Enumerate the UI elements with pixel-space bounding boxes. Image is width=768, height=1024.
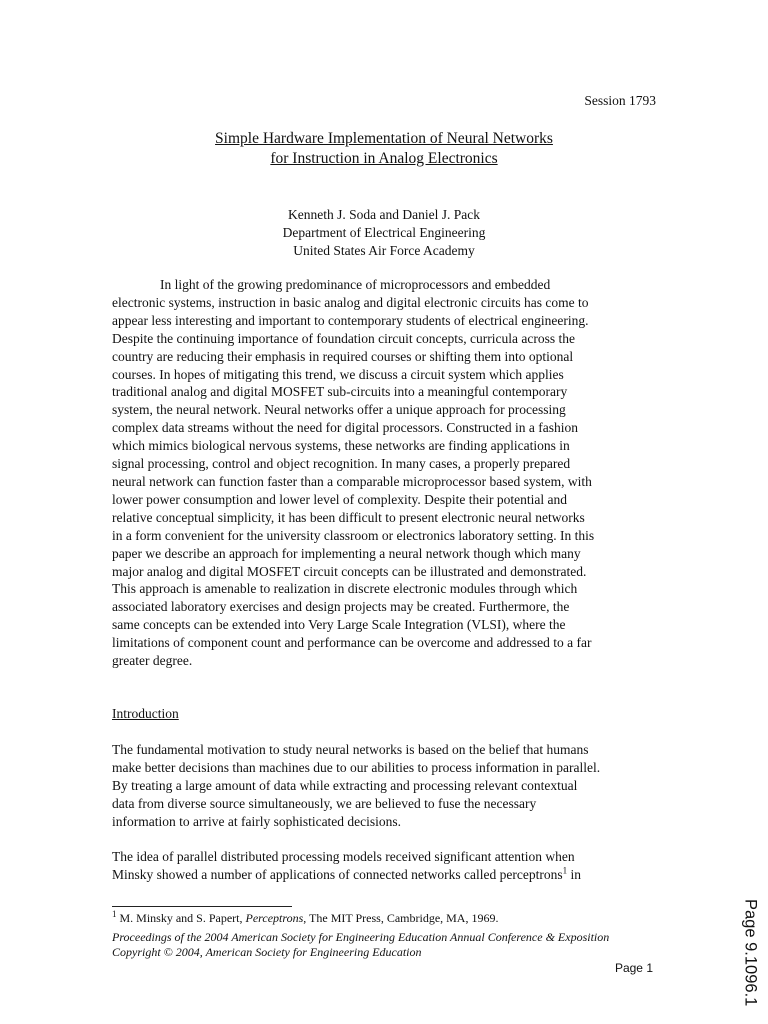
section-heading-introduction: Introduction <box>112 706 179 721</box>
footnote-marker[interactable]: 1 <box>562 865 568 876</box>
paragraph-text: Minsky showed a number of applications of connected networks called perceptrons <box>112 866 563 882</box>
abstract-line: lower power consumption and lower level of complexity. Despite their potential and <box>112 491 567 507</box>
abstract-line: signal processing, control and object recognition. In many cases, a properly prepared <box>112 456 571 472</box>
abstract-line: electronic systems, instruction in basic analog and digital electronic circuits has come to <box>112 294 589 310</box>
abstract-line: complex data streams without the need for digital processors. Constructed in a fashion <box>112 420 579 436</box>
abstract-line: major analog and digital MOSFET circuit concepts can be illustrated and demonstrated. <box>112 563 587 579</box>
author-institution: United States Air Force Academy <box>293 243 475 258</box>
vertical-page-text: Page 9.1096.1 <box>741 899 760 1007</box>
footnote-divider <box>112 906 292 907</box>
paragraph-line: By treating a large amount of data while extracting and processing relevant contextual <box>112 777 578 793</box>
abstract-line: relative conceptual simplicity, it has been difficult to present electronic neural networks <box>112 509 585 525</box>
introduction-paragraph-1 <box>112 741 662 831</box>
vertical-page-id <box>733 888 767 1018</box>
session-number: Session 1793 <box>584 93 656 108</box>
paragraph-text: in <box>567 866 582 882</box>
footnote-text: M. Minsky and S. Papert, <box>116 911 246 925</box>
paragraph-line: The fundamental motivation to study neural networks is based on the belief that humans <box>112 742 589 757</box>
abstract-line: In light of the growing predominance of microprocessors and embedded <box>160 277 551 292</box>
footnote-number: 1 <box>112 909 117 919</box>
abstract-line: associated laboratory exercises and design projects may be created. Furthermore, the <box>112 599 570 615</box>
footnote-text: , The MIT Press, Cambridge, MA, 1969. <box>303 911 499 925</box>
abstract-line: in a form convenient for the university classroom or electronics laboratory setting. In this <box>112 527 595 543</box>
abstract-line: This approach is amenable to realization in discrete electronic modules through which <box>112 581 578 597</box>
abstract-paragraph <box>112 276 656 670</box>
proceedings-line: Proceedings of the 2004 American Society for Engineering Education Annual Conference & Exposition <box>112 930 610 944</box>
paragraph-line: data from diverse source simultaneously, we are believed to fuse the necessary <box>112 795 537 811</box>
abstract-line: appear less interesting and important to contemporary students of electrical engineering. <box>112 312 589 328</box>
footnote <box>112 911 498 926</box>
abstract-line: system, the neural network. Neural networks offer a unique approach for processing <box>112 402 566 418</box>
title-line-2: for Instruction in Analog Electronics <box>270 150 498 167</box>
author-block <box>0 206 768 260</box>
abstract-line: neural network can function faster than a comparable microprocessor based system, with <box>112 473 592 489</box>
proceedings-footer <box>112 930 609 960</box>
paragraph-line <box>112 866 662 884</box>
author-names: Kenneth J. Soda and Daniel J. Pack <box>288 207 480 222</box>
copyright-line: Copyright © 2004, American Society for Engineering Education <box>112 945 422 959</box>
abstract-line: country are reducing their emphasis in required courses or shifting them into optional <box>112 348 574 364</box>
footnote-book-title: Perceptrons <box>245 911 304 925</box>
introduction-paragraph-2 <box>112 848 662 884</box>
abstract-line: traditional analog and digital MOSFET sub-circuits into a meaningful contemporary <box>112 384 568 400</box>
author-department: Department of Electrical Engineering <box>282 225 486 240</box>
paragraph-line: make better decisions than machines due to our abilities to process information in parallel. <box>112 759 601 775</box>
abstract-line: same concepts can be extended into Very Large Scale Integration (VLSI), where the <box>112 617 566 633</box>
paper-title <box>0 129 768 169</box>
abstract-line: Despite the continuing importance of foundation circuit concepts, curricula across the <box>112 330 575 346</box>
abstract-line: greater degree. <box>112 653 193 669</box>
paragraph-line: information to arrive at fairly sophisticated decisions. <box>112 813 402 829</box>
paragraph-line: The idea of parallel distributed processing models received significant attention when <box>112 849 575 864</box>
abstract-line: limitations of component count and performance can be overcome and addressed to a far <box>112 635 592 651</box>
abstract-line: which mimics biological nervous systems, these networks are finding applications in <box>112 438 570 454</box>
abstract-line: paper we describe an approach for implementing a neural network though which many <box>112 545 581 561</box>
page-number: Page 1 <box>614 961 653 975</box>
title-line-1: Simple Hardware Implementation of Neural Networks <box>215 130 553 147</box>
abstract-line: courses. In hopes of mitigating this trend, we discuss a circuit system which applies <box>112 366 564 382</box>
